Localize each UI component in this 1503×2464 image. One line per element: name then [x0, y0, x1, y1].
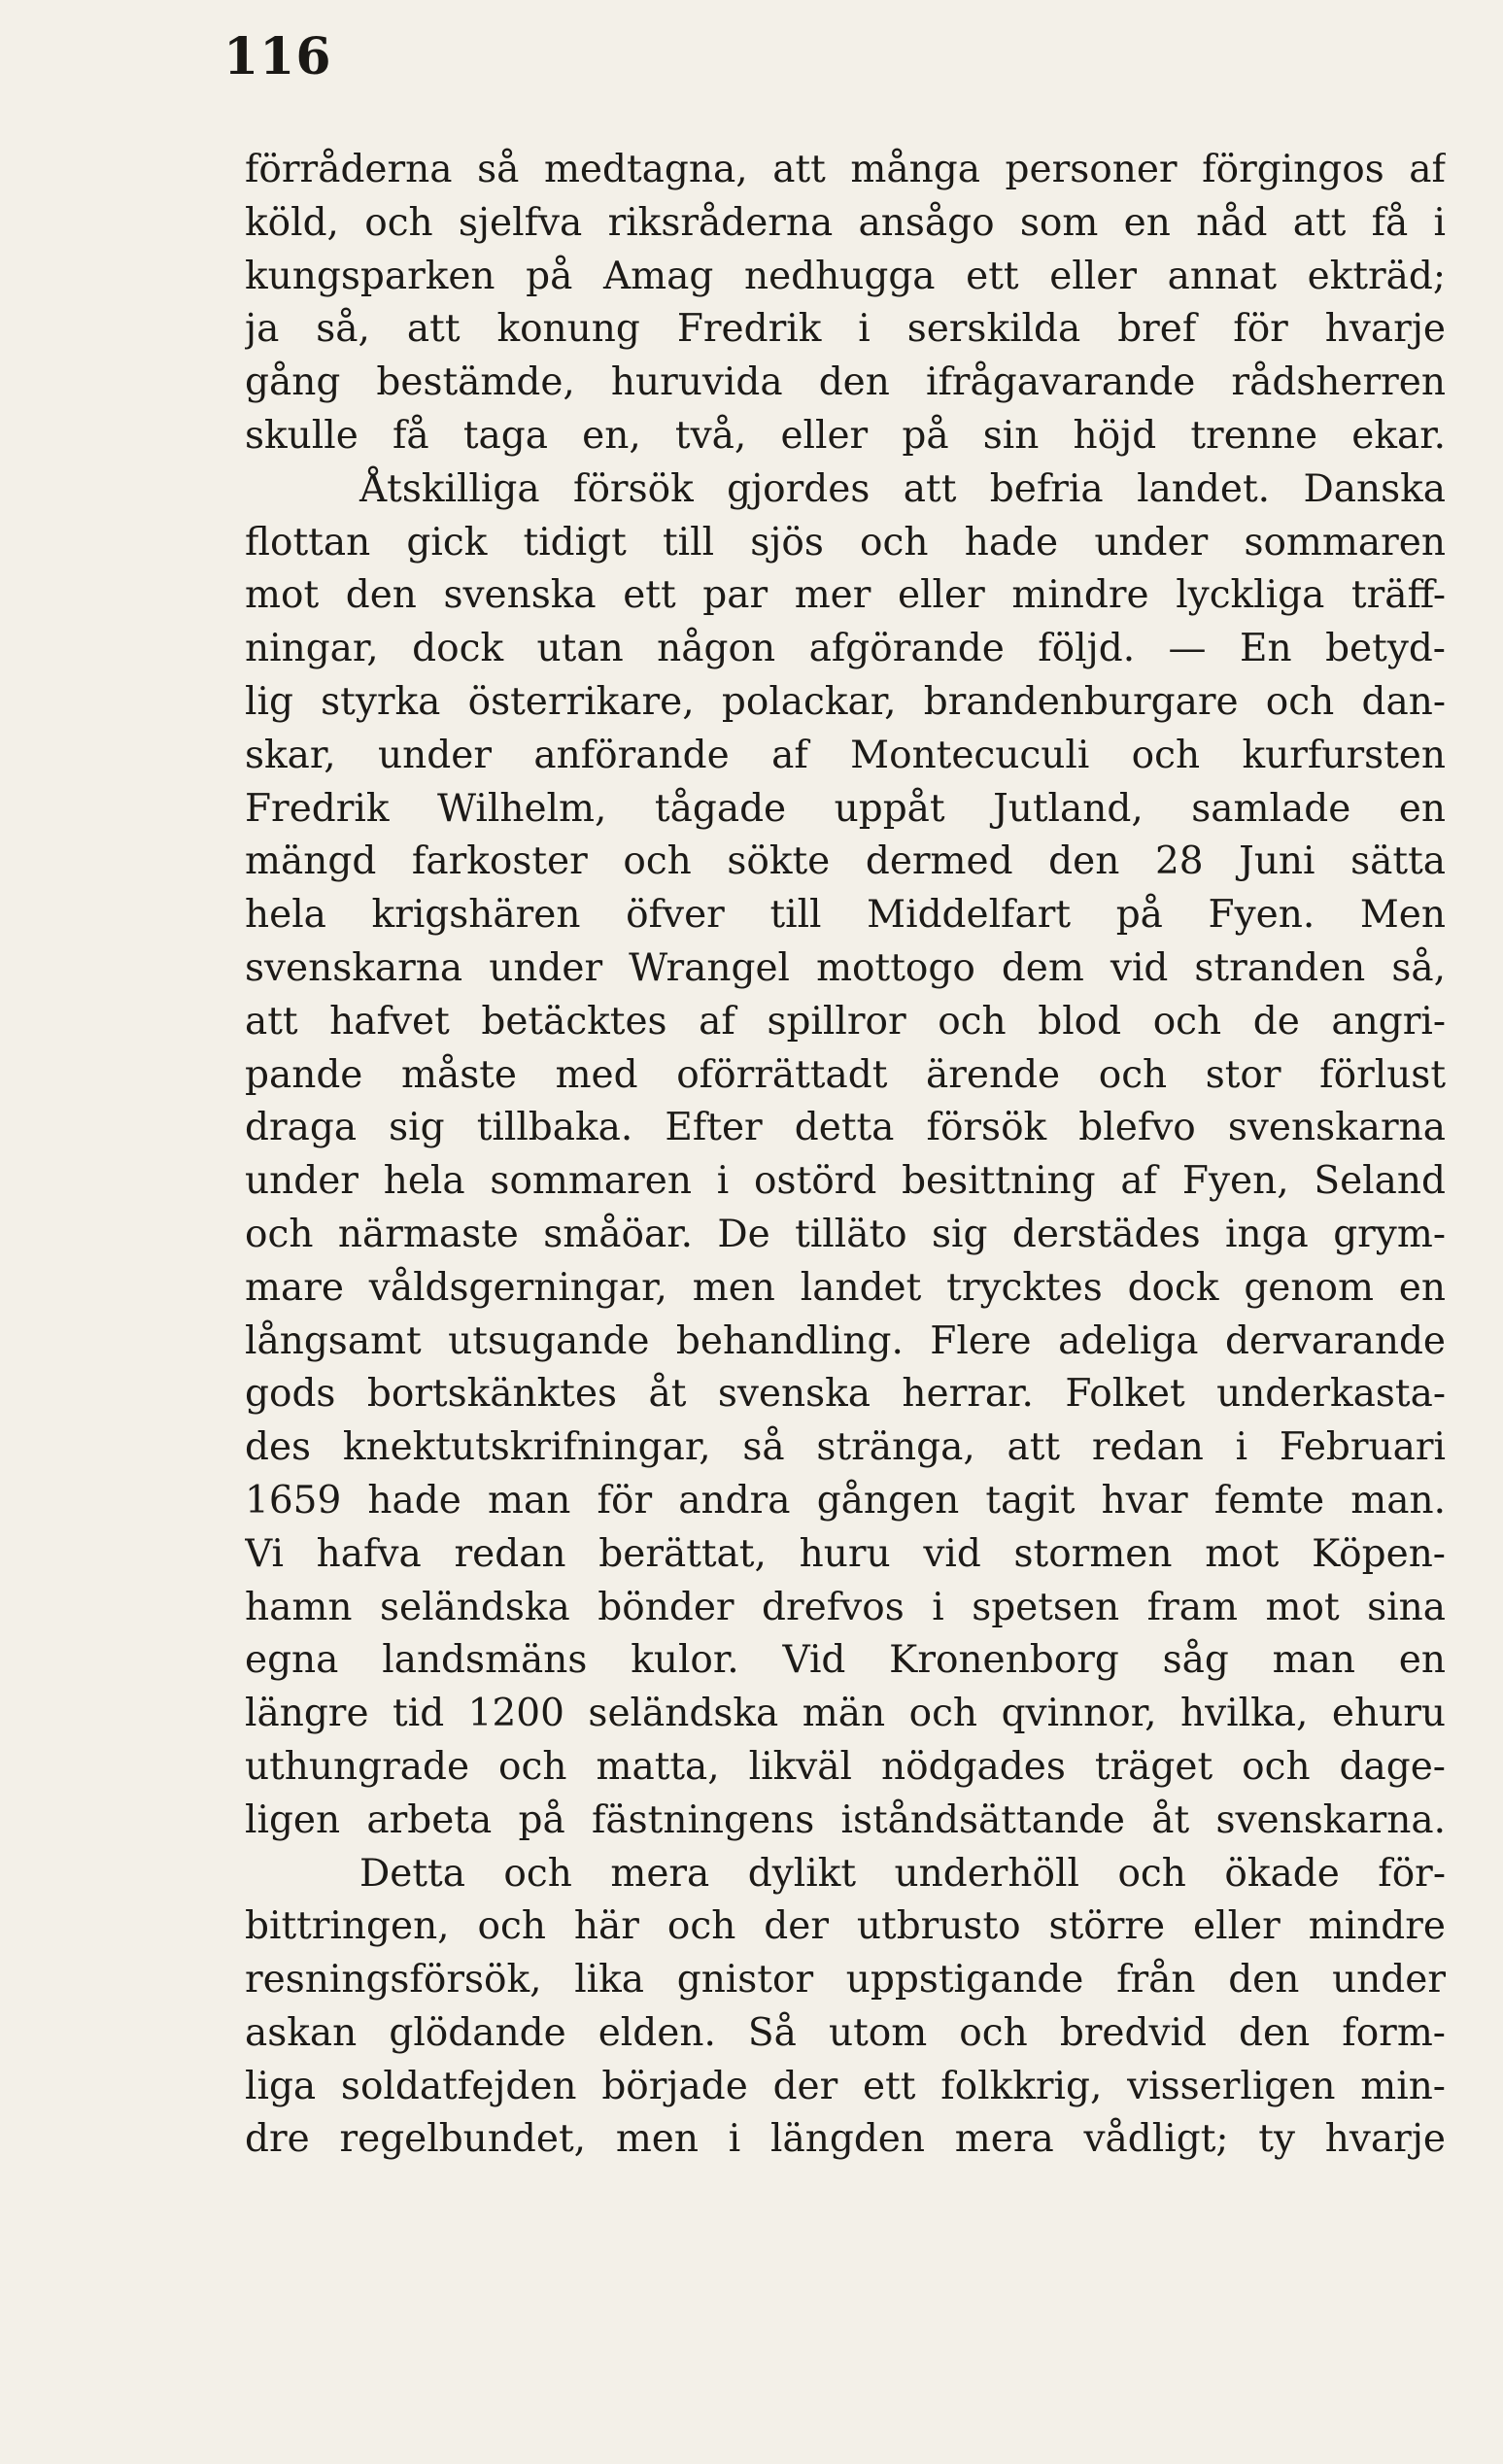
text-line: förråderna så medtagna, att många personer förgingos af: [245, 148, 1446, 191]
text-line: mare våldsgerningar, men landet trycktes dock genom en: [245, 1265, 1446, 1310]
text-line: uthungrade och matta, likväl nödgades träget och dage-: [245, 1744, 1446, 1789]
text-line: pande måste med oförrättadt ärende och stor förlust: [245, 1052, 1446, 1097]
text-line: skulle få taga en, två, eller på sin höjd trenne ekar.: [245, 413, 1446, 458]
text-line: svenskarna under Wrangel mottogo dem vid stranden så,: [245, 945, 1446, 990]
text-line: längre tid 1200 seländska män och qvinnor, hvilka, ehuru: [245, 1692, 1446, 1736]
text-line: och närmaste småöar. De tilläto sig derstädes inga grym-: [245, 1212, 1446, 1256]
text-line: att hafvet betäcktes af spillror och blod och de angri-: [245, 999, 1446, 1044]
text-line: lig styrka österrikare, polackar, brandenburgare och dan-: [245, 679, 1446, 724]
text-line: egna landsmäns kulor. Vid Kronenborg såg man en: [245, 1638, 1446, 1683]
text-line: köld, och sjelfva riksråderna ansågo som en nåd att få i: [245, 200, 1446, 245]
text-line: flottan gick tidigt till sjös och hade under sommaren: [245, 520, 1446, 565]
text-line: ligen arbeta på fästningens iståndsättande åt svenskarna.: [245, 1797, 1446, 1842]
text-line: ningar, dock utan någon afgörande följd. — En betyd-: [245, 627, 1446, 671]
text-line: hela krigshären öfver till Middelfart på Fyen. Men: [245, 893, 1446, 938]
text-line: 1659 hade man för andra gången tagit hvar femte man.: [245, 1478, 1446, 1523]
text-line: Fredrik Wilhelm, tågade uppåt Jutland, samlade en: [245, 786, 1446, 831]
text-line: hamn seländska bönder drefvos i spetsen fram mot sina: [245, 1585, 1446, 1629]
text-line: Vi hafva redan berättat, huru vid stormen mot Köpen-: [245, 1531, 1446, 1576]
text-line: liga soldatfejden började der ett folkkrig, visserligen min-: [245, 2064, 1446, 2108]
text-line: bittringen, och här och der utbrusto större eller mindre: [245, 1904, 1446, 1949]
text-line: gods bortskänktes åt svenska herrar. Folket underkasta-: [245, 1372, 1446, 1417]
text-line: dre regelbundet, men i längden mera vådligt; ty hvarje: [245, 2117, 1446, 2162]
page-number: 116: [223, 27, 332, 86]
text-line: mängd farkoster och sökte dermed den 28 Juni sätta: [245, 839, 1446, 884]
paragraph-start-line: Detta och mera dylikt underhöll och ökade för-: [359, 1851, 1446, 1896]
text-line: under hela sommaren i ostörd besittning af Fyen, Seland: [245, 1159, 1446, 1204]
text-line: kungsparken på Amag nedhugga ett eller annat ekträd;: [245, 254, 1446, 298]
text-line: skar, under anförande af Montecuculi och kurfursten: [245, 733, 1446, 777]
paragraph-start-line: Åtskilliga försök gjordes att befria landet. Danska: [359, 466, 1446, 511]
text-line: draga sig tillbaka. Efter detta försök blefvo svenskarna: [245, 1106, 1446, 1150]
text-line: gång bestämde, huruvida den ifrågavarande rådsherren: [245, 360, 1446, 405]
body-text: [245, 144, 1446, 2167]
text-line: resningsförsök, lika gnistor uppstigande från den under: [245, 1958, 1446, 2002]
text-line: des knektutskrifningar, så stränga, att redan i Februari: [245, 1425, 1446, 1470]
text-line: ja så, att konung Fredrik i serskilda bref för hvarje: [245, 307, 1446, 352]
text-line: långsamt utsugande behandling. Flere adeliga dervarande: [245, 1318, 1446, 1363]
text-line: mot den svenska ett par mer eller mindre lyckliga träff-: [245, 573, 1446, 618]
text-line: askan glödande elden. Så utom och bredvid den form-: [245, 2010, 1446, 2055]
